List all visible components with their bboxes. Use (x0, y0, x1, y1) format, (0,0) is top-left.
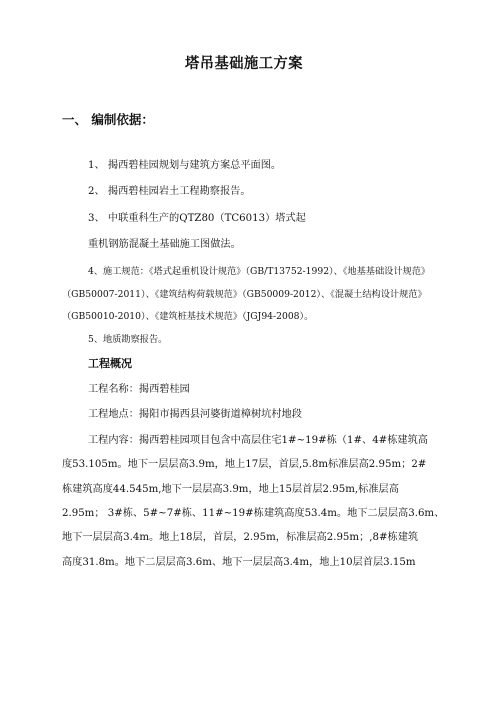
project-location: 工程地点：揭阳市揭西县河婆街道樟树坑村地段 (88, 409, 302, 420)
project-content-line-4: 2.95m； 3#栋、5#~7#栋、11#~19#栋建筑高度53.4m。地下二层层高3.6m、 (62, 508, 445, 519)
project-content-line-2: 度53.105m。地下一层层高3.9m，地上17层，首层,5.8m标准层高2.95m；2# (62, 459, 427, 470)
document-title: 塔吊基础施工方案 (184, 55, 304, 72)
project-content-line-5: 地下一层层高3.4m。地上18层，首层，2.95m，标准层高2.95m；,8#栋建筑 (62, 532, 419, 543)
project-content-line-6: 高度31.8m。地下二层层高3.6m、地下一层层高3.4m，地上10层首层3.15m (62, 557, 416, 568)
section-heading-basis: 一、 编制依据： (62, 112, 154, 127)
basis-item-4-line-1: 4、施工规范：《塔式起重机设计规范》（GB/T13752-1992）、《地基基础设计规范》 (88, 266, 431, 277)
project-content-line-3: 栋建筑高度44.545m,地下一层层高3.9m，地上15层首层2.95m,标准层高 (62, 484, 399, 495)
basis-item-2: 2、 揭西碧桂园岩土工程勘察报告。 (88, 186, 251, 197)
project-content-line-1: 工程内容：揭西碧桂园项目包含中高层住宅1#~19#栋（1#、4#栋建筑高 (88, 435, 428, 446)
basis-item-3: 3、 中联重科生产的QTZ80（TC6013）塔式起 (88, 213, 306, 224)
basis-item-4-line-3: （GB50010-2010）、《建筑桩基技术规范》（JGJ94-2008）。 (62, 311, 314, 322)
basis-item-4-line-2: （GB50007-2011）、《建筑结构荷载规范》（GB50009-2012）、《混凝土结构设计规范》 (62, 289, 427, 300)
project-name: 工程名称：揭西碧桂园 (88, 384, 190, 395)
basis-item-3-continued: 重机钢筋混凝土基础施工图做法。 (88, 239, 241, 250)
basis-item-1: 1、 揭西碧桂园规划与建筑方案总平面图。 (88, 160, 282, 171)
basis-item-5: 5、地质勘察报告。 (88, 334, 168, 345)
overview-heading: 工程概况 (88, 357, 132, 370)
